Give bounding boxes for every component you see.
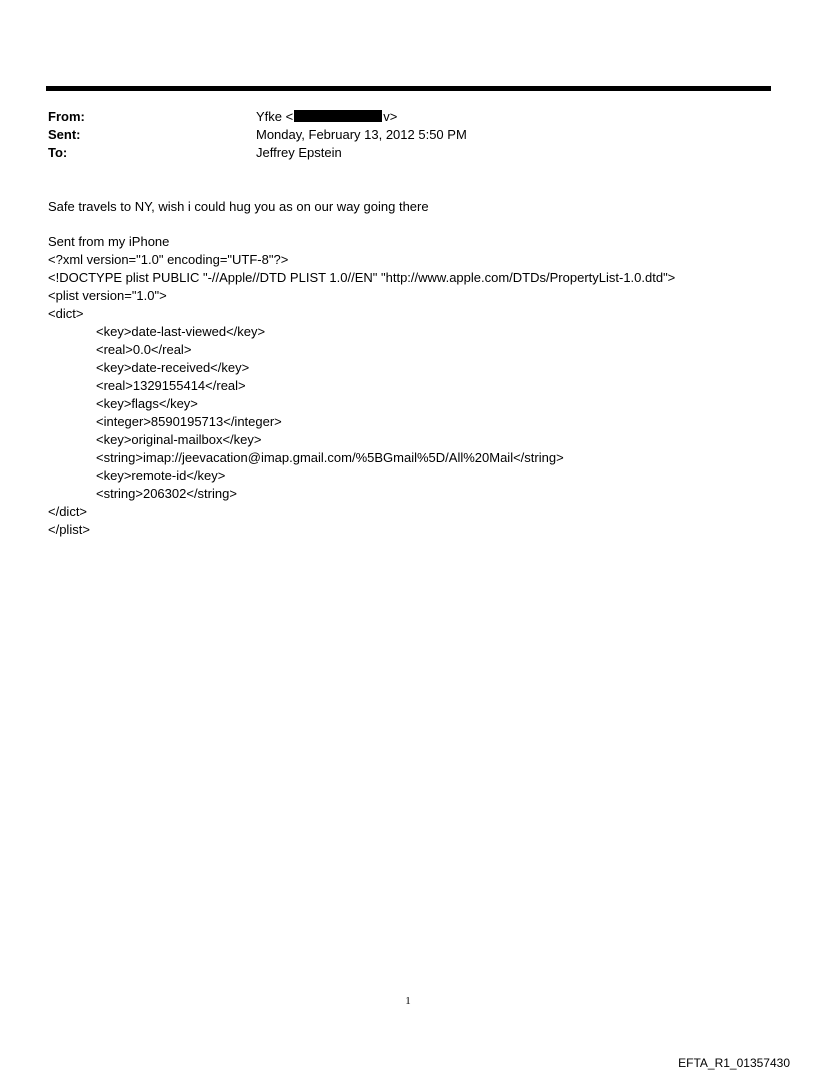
page-number: 1 [405, 995, 411, 1007]
plist-entry: <key>flags</key> [96, 396, 198, 411]
plist-entry: <string>206302</string> [96, 486, 237, 501]
to-label: To: [48, 145, 68, 160]
bates-number: EFTA_R1_01357430 [678, 1056, 790, 1070]
plist-entry: <real>0.0</real> [96, 342, 192, 357]
message-text: Safe travels to NY, wish i could hug you as on our way going there [48, 199, 429, 214]
plist-doctype: <!DOCTYPE plist PUBLIC "-//Apple//DTD PLIST 1.0//EN" "http://www.apple.com/DTDs/PropertyList-1.0.dtd"> [48, 270, 676, 285]
sent-label: Sent: [48, 127, 81, 142]
plist-open-tag: <plist version="1.0"> [48, 288, 167, 303]
plist-xml-declaration: <?xml version="1.0" encoding="UTF-8"?> [48, 252, 289, 267]
from-name: Yfke < [256, 109, 294, 124]
header-rule [46, 86, 771, 91]
from-value [256, 107, 397, 126]
redaction-block [294, 110, 382, 122]
from-suffix: v> [383, 109, 398, 124]
plist-close-tag: </plist> [48, 522, 90, 537]
message-signature: Sent from my iPhone [48, 234, 170, 249]
plist-entry: <key>original-mailbox</key> [96, 432, 262, 447]
plist-entry: <key>remote-id</key> [96, 468, 226, 483]
plist-entry: <real>1329155414</real> [96, 378, 246, 393]
plist-dict-close: </dict> [48, 504, 88, 519]
plist-entry: <string>imap://jeevacation@imap.gmail.com/%5BGmail%5D/All%20Mail</string> [96, 450, 564, 465]
plist-entry: <integer>8590195713</integer> [96, 414, 282, 429]
sent-value: Monday, February 13, 2012 5:50 PM [256, 127, 467, 142]
from-label: From: [48, 109, 85, 124]
plist-dict-open: <dict> [48, 306, 84, 321]
plist-entry: <key>date-received</key> [96, 360, 250, 375]
plist-entry: <key>date-last-viewed</key> [96, 324, 266, 339]
to-value: Jeffrey Epstein [256, 145, 342, 160]
